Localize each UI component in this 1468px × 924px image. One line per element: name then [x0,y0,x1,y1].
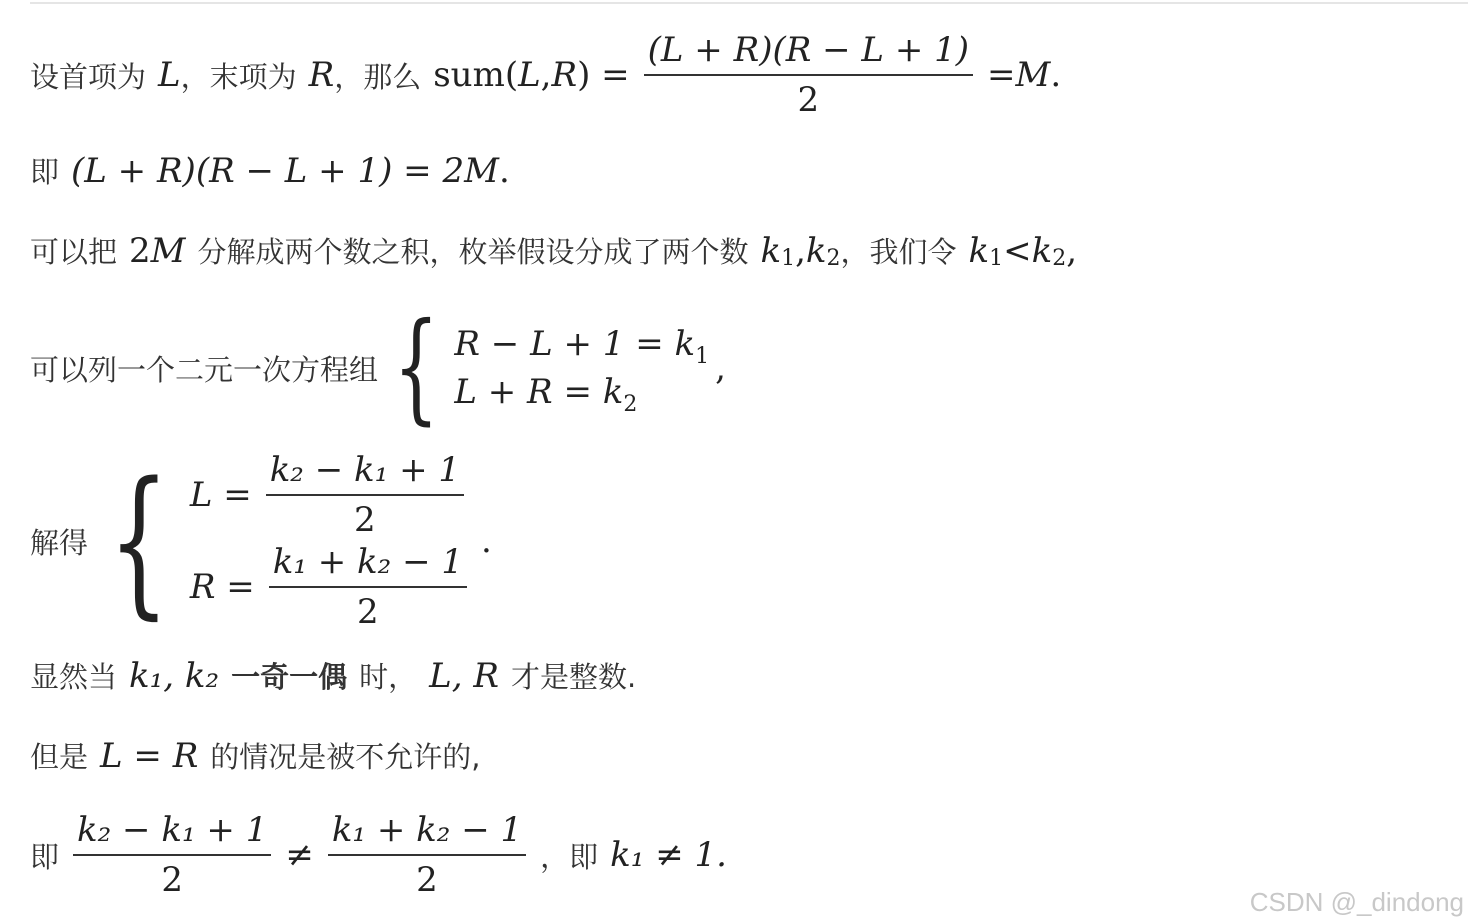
math: k [1031,230,1053,271]
math: , [540,55,552,95]
text: 可以列一个二元一次方程组 [30,352,379,387]
subscript: 1 [989,246,1004,271]
text: 可以把 [30,235,118,269]
math: , [1066,230,1078,271]
line-conclusion [30,810,727,900]
text: 解得 [30,525,89,560]
numerator: k₂ − k₁ + 1 [77,810,268,850]
numerator: k₁ + k₂ − 1 [272,542,464,582]
cases [88,447,481,634]
line-product [30,150,510,191]
math: L + R = [454,372,603,412]
text: 但是 [30,740,89,774]
math: L [518,55,541,95]
left-brace: { [393,298,440,437]
math: k₁ ≠ 1. [610,835,727,875]
denominator: 2 [161,860,183,900]
subscript: 2 [623,392,638,417]
math: (L + R)(R − L + 1) = 2 [71,150,465,191]
math: sum( [433,55,519,95]
fraction [73,810,271,900]
case-row [454,372,709,417]
denominator: 2 [357,592,379,632]
line-parity [30,655,636,696]
left-brace: { [108,447,170,634]
math: R = [189,567,255,607]
fraction-bar [269,586,467,588]
math: M [464,150,499,191]
fraction-bar [328,854,526,856]
denominator: 2 [416,860,438,900]
not-equal-sign: ≠ [285,835,314,875]
math: = [987,55,1016,95]
text: 设首项为 [30,59,147,94]
text: ，我们令 [840,235,957,269]
math: k [805,230,827,271]
subscript: 2 [826,246,841,271]
math: k [674,324,696,364]
case-row [190,450,481,540]
denominator: 2 [354,500,376,540]
math: k₁, k₂ [129,655,220,696]
text: ，那么 [334,59,422,94]
denominator: 2 [797,80,820,120]
fraction-bar [266,494,464,496]
math: . [481,521,492,561]
numerator: (L + R)(R − L + 1) [647,30,970,70]
line-equation-system [30,298,726,437]
math: k [968,230,990,271]
fraction [644,30,973,120]
math: < [1003,230,1032,271]
math: 2 [129,230,151,271]
watermark: CSDN @_dindong [1249,887,1464,917]
case-row [190,542,481,632]
math: M [150,230,186,271]
bold-text: 一奇一偶 [231,660,348,694]
text: 即 [30,839,60,874]
math: R [308,55,335,95]
math: L = [189,475,252,515]
subscript: 1 [781,246,796,271]
math: k [602,372,624,412]
cases [378,298,710,437]
text: 才是整数. [510,660,637,694]
math: . [498,150,510,191]
text: 显然当 [30,660,118,694]
math: k [760,230,782,271]
text: 时， [359,660,418,694]
case-row [454,324,710,369]
fraction [269,542,467,632]
math: , [715,348,726,388]
fraction [266,450,464,540]
text: 的情况是被不允许的, [210,740,481,774]
numerator: k₁ + k₂ − 1 [331,810,523,850]
line-solution [30,447,492,634]
math: , [795,230,806,271]
math: L, R [429,655,499,696]
text: 分解成两个数之积，枚举假设分成了两个数 [197,235,749,269]
math: . [1050,55,1062,95]
line-sum-formula [30,30,1061,120]
subscript: 2 [1052,246,1067,271]
math: L = R [100,735,199,776]
fraction-bar [644,74,973,76]
math: R − L + 1 = [454,324,675,364]
math: R [551,55,578,95]
math: L [158,55,181,95]
text: 即 [30,155,60,189]
numerator: k₂ − k₁ + 1 [269,450,460,490]
line-factor [30,230,1077,271]
line-constraint [30,735,481,776]
top-divider [30,2,1468,4]
math: ) = [577,55,630,95]
text: ，末项为 [180,59,297,94]
math: M [1015,55,1051,95]
subscript: 1 [695,344,710,369]
fraction-bar [73,854,271,856]
fraction [328,810,526,900]
text: ，即 [540,839,599,874]
